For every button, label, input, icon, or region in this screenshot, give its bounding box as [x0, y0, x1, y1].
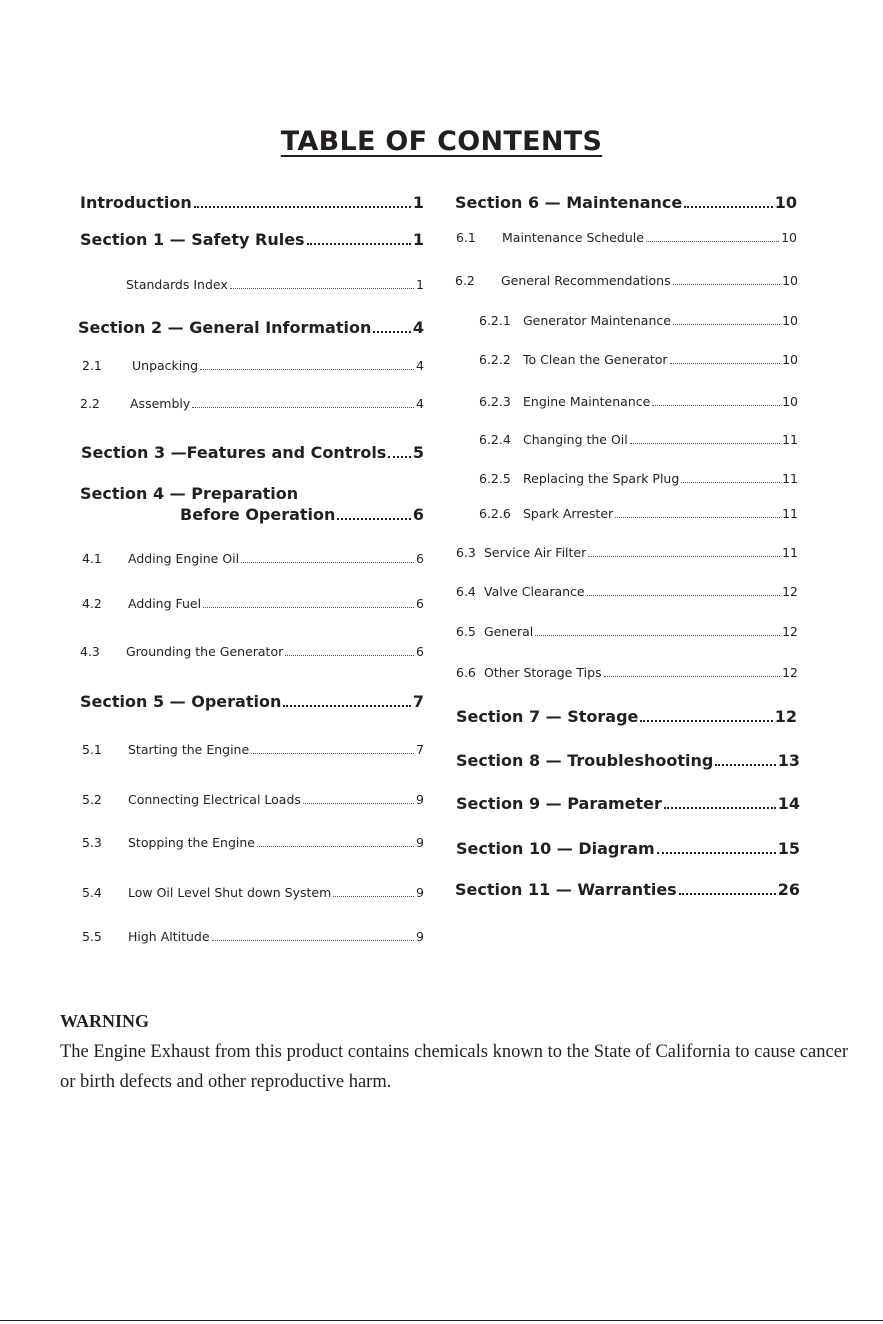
toc-entry-section-9-parameter: [456, 794, 800, 813]
toc-entry-section-2-general-information: [78, 318, 424, 337]
toc-entry-section-1-safety-rules: [80, 230, 424, 249]
toc-entry-label: Engine Maintenance: [523, 394, 651, 409]
dot-leader: [333, 896, 414, 897]
dot-leader: [630, 443, 780, 444]
toc-entry-number: 6.2.5: [479, 471, 511, 486]
toc-entry-starting-the-engine: [82, 742, 424, 757]
toc-entry-number: 6.2.4: [479, 432, 511, 447]
dot-leader: [640, 720, 772, 722]
dot-leader: [588, 556, 780, 557]
toc-entry-label: Section 10 — Diagram: [456, 839, 655, 858]
toc-entry-label: High Altitude: [128, 929, 210, 944]
toc-entry-grounding-the-generator: [80, 644, 424, 659]
toc-entry-section-6-maintenance: [455, 193, 797, 212]
dot-leader: [679, 893, 776, 895]
toc-entry-number: 6.4: [456, 584, 476, 599]
toc-entry-label: Spark Arrester: [523, 506, 614, 521]
toc-entry-number: 6.3: [456, 545, 476, 560]
toc-entry-page: 14: [777, 794, 800, 813]
toc-entry-label: Section 1 — Safety Rules: [80, 230, 305, 249]
toc-entry-number: 2.2: [80, 396, 100, 411]
toc-entry-number: 5.3: [82, 835, 102, 850]
toc-entry-label: Section 2 — General Information: [78, 318, 372, 337]
toc-entry-page: 6: [412, 505, 424, 524]
toc-entry-engine-maintenance: [479, 394, 798, 409]
toc-entry-number: 4.1: [82, 551, 102, 566]
toc-entry-number: 5.1: [82, 742, 102, 757]
toc-entry-label: Valve Clearance: [484, 584, 585, 599]
toc-entry-section-5-operation: [80, 692, 424, 711]
toc-entry-page: 12: [774, 707, 797, 726]
toc-entry-label: Starting the Engine: [128, 742, 250, 757]
dot-leader: [241, 562, 414, 563]
dot-leader: [684, 206, 773, 208]
toc-entry-number: 2.1: [82, 358, 102, 373]
toc-entry-page: 26: [777, 880, 800, 899]
toc-entry-replacing-the-spark-plug: [479, 471, 798, 486]
toc-entry-number: 5.4: [82, 885, 102, 900]
toc-entry-page: 1: [412, 230, 424, 249]
toc-entry-number: 6.6: [456, 665, 476, 680]
toc-entry-label: To Clean the Generator: [523, 352, 668, 367]
toc-entry-spark-arrester: [479, 506, 798, 521]
dot-leader: [652, 405, 780, 406]
toc-entry-section-11-warranties: [455, 880, 800, 899]
toc-entry-valve-clearance: [456, 584, 798, 599]
toc-entry-section-7-storage: [456, 707, 797, 726]
toc-entry-number: 5.5: [82, 929, 102, 944]
warning-text: The Engine Exhaust from this product contains chemicals known to the State of California to cause cancer or birth defects and other reproductive harm.: [60, 1042, 849, 1092]
toc-entry-page: 6: [416, 551, 424, 566]
dot-leader: [664, 807, 776, 809]
warning-heading: WARNING: [60, 1011, 150, 1031]
toc-entry-label: Section 7 — Storage: [456, 707, 639, 726]
toc-entry-page: 7: [412, 692, 424, 711]
toc-entry-label: Low Oil Level Shut down System: [128, 885, 332, 900]
toc-entry-page: 4: [416, 396, 424, 411]
dot-leader: [715, 764, 775, 766]
toc-entry-label: Grounding the Generator: [126, 644, 284, 659]
toc-entry-changing-the-oil: [479, 432, 798, 447]
toc-entry-connecting-electrical-loads: [82, 792, 424, 807]
toc-entry-page: 9: [416, 835, 424, 850]
toc-entry-number: 4.2: [82, 596, 102, 611]
dot-leader: [337, 518, 410, 520]
toc-entry-service-air-filter: [456, 545, 798, 560]
toc-entry-label: Section 8 — Troubleshooting: [456, 751, 714, 770]
toc-entry-label: Service Air Filter: [484, 545, 587, 560]
page-title: TABLE OF CONTENTS: [280, 126, 603, 157]
toc-entry-page: 1: [416, 277, 424, 292]
toc-entry-page: 11: [782, 432, 798, 447]
toc-entry-label: Section 11 — Warranties: [455, 880, 677, 899]
toc-entry-label: Standards Index: [126, 277, 228, 292]
dot-leader: [615, 517, 780, 518]
toc-entry-page: 10: [782, 313, 798, 328]
dot-leader: [670, 363, 781, 364]
toc-entry-label: Section 9 — Parameter: [456, 794, 662, 813]
toc-entry-other-storage-tips: [456, 665, 798, 680]
dot-leader: [200, 369, 414, 370]
toc-entry-page: 6: [416, 596, 424, 611]
dot-leader: [192, 407, 414, 408]
toc-entry-page: 11: [782, 506, 798, 521]
toc-entry-page: 9: [416, 885, 424, 900]
toc-entry-label: General Recommendations: [501, 273, 671, 288]
dot-leader: [587, 595, 780, 596]
toc-entry-page: 10: [782, 394, 798, 409]
toc-entry-maintenance-schedule: [456, 230, 797, 245]
dot-leader: [535, 635, 780, 636]
toc-entry-adding-engine-oil: [82, 551, 424, 566]
bottom-rule: [0, 1320, 883, 1321]
dot-leader: [251, 753, 414, 754]
toc-entry-label: Maintenance Schedule: [502, 230, 644, 245]
toc-entry-label: Replacing the Spark Plug: [523, 471, 680, 486]
toc-entry-page: 12: [782, 584, 798, 599]
toc-entry-page: 6: [416, 644, 424, 659]
toc-entry-number: 6.2.1: [479, 313, 511, 328]
toc-entry-label: Introduction: [80, 193, 192, 212]
toc-entry-label: Other Storage Tips: [484, 665, 602, 680]
dot-leader: [203, 607, 414, 608]
dot-leader: [194, 206, 411, 208]
toc-entry-standards-index: [126, 277, 424, 292]
toc-entry-to-clean-the-generator: [479, 352, 798, 367]
toc-entry-general-recommendations: [455, 273, 798, 288]
toc-entry-label: Assembly: [130, 396, 191, 411]
toc-entry-page: 11: [782, 471, 798, 486]
toc-entry-page: 15: [777, 839, 800, 858]
toc-entry-label: Section 3 —Features and Controls: [81, 443, 387, 462]
toc-entry-general: [456, 624, 798, 639]
dot-leader: [657, 852, 776, 854]
toc-entry-label: Section 6 — Maintenance: [455, 193, 683, 212]
dot-leader: [373, 331, 411, 333]
toc-entry-number: 6.1: [456, 230, 476, 245]
dot-leader: [388, 456, 411, 458]
toc-entry-section-10-diagram: [456, 839, 800, 858]
dot-leader: [212, 940, 414, 941]
toc-entry-page: 10: [781, 230, 797, 245]
dot-leader: [303, 803, 414, 804]
toc-entry-page: 12: [782, 624, 798, 639]
toc-entry-number: 6.2.6: [479, 506, 511, 521]
toc-entry-page: 10: [782, 273, 798, 288]
toc-entry-unpacking: [82, 358, 424, 373]
dot-leader: [257, 846, 414, 847]
dot-leader: [230, 288, 414, 289]
toc-entry-number: 6.2.3: [479, 394, 511, 409]
toc-entry-label: Changing the Oil: [523, 432, 628, 447]
toc-entry-label: Before Operation: [180, 505, 336, 524]
dot-leader: [307, 243, 411, 245]
toc-entry-number: 4.3: [80, 644, 100, 659]
dot-leader: [673, 324, 780, 325]
toc-entry-page: 5: [412, 443, 424, 462]
toc-entry-page: 12: [782, 665, 798, 680]
section-4-heading: Section 4 — Preparation: [80, 484, 299, 503]
toc-entry-number: 6.2: [455, 273, 475, 288]
dot-leader: [283, 705, 411, 707]
toc-entry-page: 4: [412, 318, 424, 337]
toc-entry-stopping-the-engine: [82, 835, 424, 850]
toc-entry-page: 7: [416, 742, 424, 757]
toc-entry-label: Adding Fuel: [128, 596, 202, 611]
toc-entry-label: Adding Engine Oil: [128, 551, 240, 566]
toc-entry-page: 9: [416, 792, 424, 807]
toc-entry-number: 6.5: [456, 624, 476, 639]
toc-entry-introduction: [80, 193, 424, 212]
toc-entry-high-altitude: [82, 929, 424, 944]
toc-entry-adding-fuel: [82, 596, 424, 611]
dot-leader: [285, 655, 414, 656]
toc-entry-page: 11: [782, 545, 798, 560]
toc-entry-page: 1: [412, 193, 424, 212]
toc-entry-page: 13: [777, 751, 800, 770]
toc-entry-number: 5.2: [82, 792, 102, 807]
toc-entry-number: 6.2.2: [479, 352, 511, 367]
toc-entry-page: 9: [416, 929, 424, 944]
dot-leader: [604, 676, 781, 677]
toc-entry-label: General: [484, 624, 534, 639]
dot-leader: [681, 482, 780, 483]
toc-entry-assembly: [80, 396, 424, 411]
toc-entry-label: Unpacking: [132, 358, 199, 373]
toc-entry-generator-maintenance: [479, 313, 798, 328]
toc-entry-label: Stopping the Engine: [128, 835, 255, 850]
toc-entry-section-3-features-and-controls: [81, 443, 424, 462]
dot-leader: [646, 241, 779, 242]
toc-entry-before-operation: [180, 505, 424, 524]
toc-entry-page: 10: [774, 193, 797, 212]
toc-entry-page: 10: [782, 352, 798, 367]
toc-entry-label: Connecting Electrical Loads: [128, 792, 301, 807]
dot-leader: [673, 284, 781, 285]
toc-entry-label: Section 5 — Operation: [80, 692, 282, 711]
toc-entry-label: Generator Maintenance: [523, 313, 671, 328]
toc-entry-section-8-troubleshooting: [456, 751, 800, 770]
toc-entry-page: 4: [416, 358, 424, 373]
toc-entry-low-oil-level-shut-down-system: [82, 885, 424, 900]
